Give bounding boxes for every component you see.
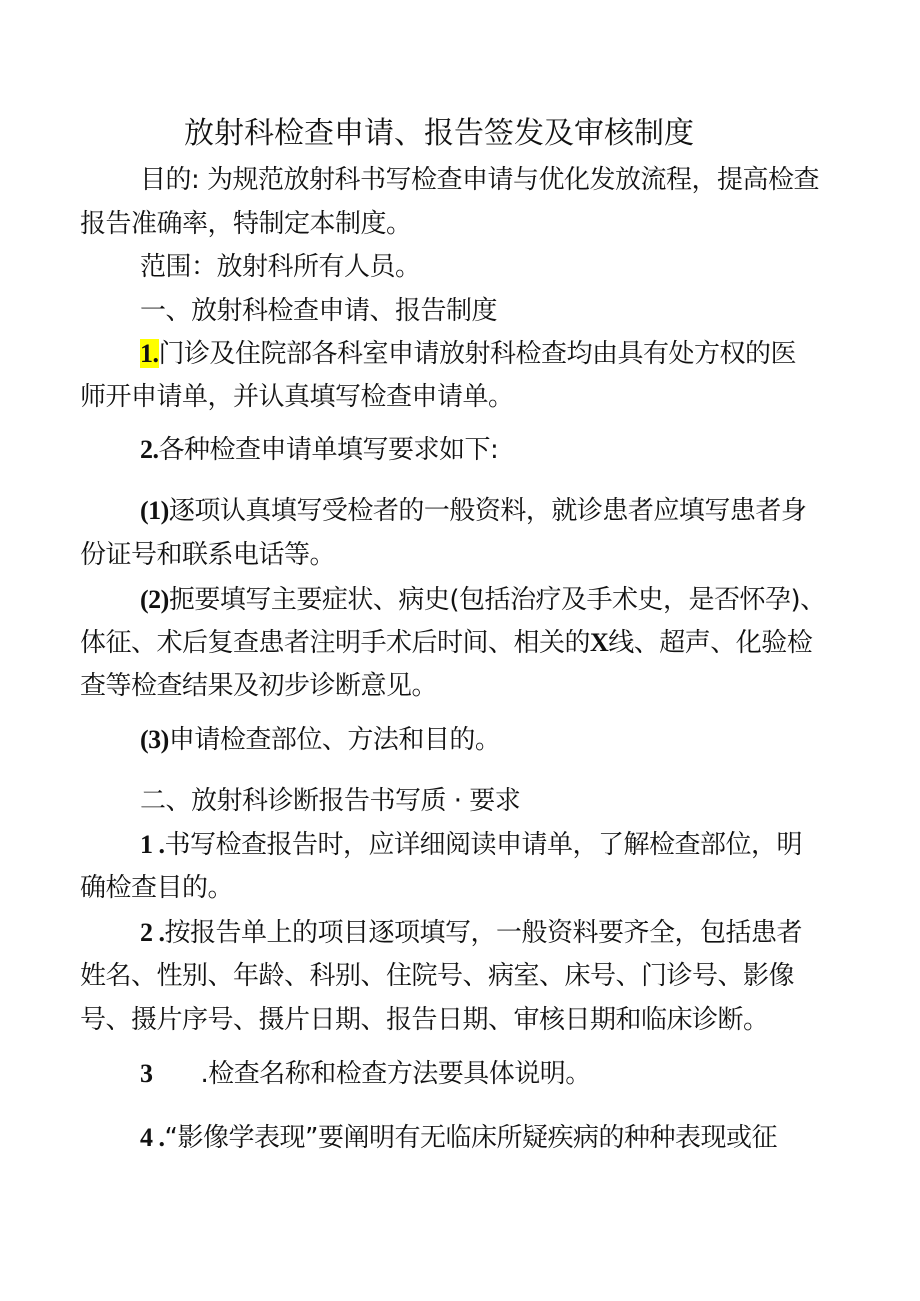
item-text: 各种检查申请单填写要求如下:: [158, 435, 499, 465]
text-segment-x: X: [590, 628, 609, 657]
sub-item-1-line-2: 份证号和联系电话等。: [80, 540, 336, 570]
section-2-item-1-line-2: 确检查目的。: [80, 873, 234, 903]
section-2-item-3: [140, 1059, 591, 1089]
sub-item-3: [140, 725, 500, 755]
section-2-item-2-line-1: [140, 918, 802, 948]
sub-item-text: 逐项认真填写受检者的一般资料，就诊患者应填写患者身: [168, 496, 807, 526]
document-title: 放射科检查申请、报告签发及审核制度: [184, 116, 694, 151]
scope-line: 范围：放射科所有人员。: [140, 252, 421, 282]
section-1-item-1-line-1: [140, 339, 796, 369]
section-1-item-2: [140, 435, 498, 465]
section-2-item-4: [140, 1123, 777, 1153]
item-text: .检查名称和检查方法要具体说明。: [200, 1059, 591, 1089]
section-2-item-2-line-3: 号、摄片序号、摄片日期、报告日期、审核日期和临床诊断。: [80, 1005, 769, 1035]
item-text: 门诊及住院部各科室申请放射科检查均由具有处方权的医: [158, 339, 797, 369]
sub-item-text: 申请检查部位、方法和目的。: [168, 725, 501, 755]
sub-item-2-line-1: [140, 585, 826, 615]
sub-item-text: 扼要填写主要症状、病史(包括治疗及手术史，是否怀孕)、: [168, 585, 826, 615]
item-number: 3: [140, 1059, 153, 1088]
sub-item-2-line-3: 查等检查结果及初步诊断意见。: [80, 671, 438, 701]
section-1-item-1-line-2: 师开申请单，并认真填写检查申请单。: [80, 382, 514, 412]
item-number: 4 .: [140, 1123, 165, 1152]
section-2-item-2-line-2: 姓名、性别、年龄、科别、住院号、病室、床号、门诊号、影像: [80, 961, 795, 991]
section-2-item-1-line-1: [140, 830, 802, 860]
sub-item-number: (1): [140, 496, 169, 525]
item-number: 1 .: [140, 830, 165, 859]
item-text: 按报告单上的项目逐项填写，一般资料要齐全，包括患者: [164, 918, 803, 948]
item-text: “影像学表现”要阐明有无临床所疑疾病的种种表现或征: [164, 1123, 777, 1153]
highlighted-item-number: 1.: [140, 339, 159, 368]
text-segment: 线、超声、化验检: [608, 628, 813, 658]
sub-item-1-line-1: [140, 496, 806, 526]
item-number: 2 .: [140, 918, 165, 947]
sub-item-number: (2): [140, 585, 169, 614]
purpose-line-1: 目的: 为规范放射科书写检查申请与优化发放流程，提高检查: [140, 165, 820, 195]
sub-item-number: (3): [140, 725, 169, 754]
section-1-heading: 一、放射科检查申请、报告制度: [140, 296, 498, 326]
purpose-line-2: 报告准确率，特制定本制度。: [80, 209, 412, 239]
text-segment: 体征、术后复查患者注明手术后时间、相关的: [80, 628, 591, 658]
item-text: 书写检查报告时，应详细阅读申请单，了解检查部位，明: [164, 830, 803, 860]
section-2-heading: 二、放射科诊断报告书写质 · 要求: [140, 786, 521, 816]
sub-item-2-line-2: [80, 628, 812, 658]
item-number: 2.: [140, 435, 159, 464]
